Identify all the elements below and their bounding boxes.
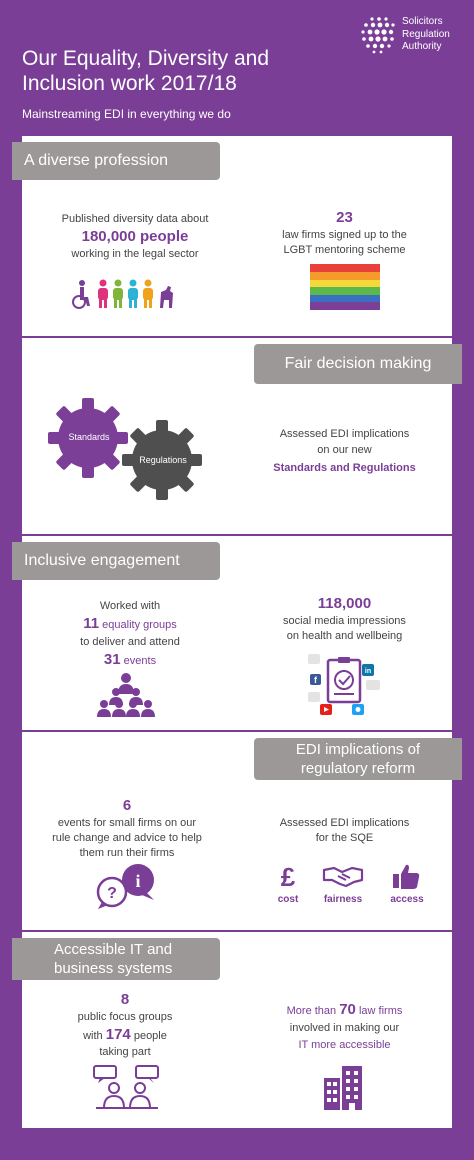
equality-groups-stat: Worked with 11 equality groups to deliver and attend 31 events — [80, 600, 180, 668]
audience-icon — [96, 672, 156, 718]
logo-dots-icon — [360, 16, 398, 54]
label-access: access — [390, 894, 424, 905]
svg-text:i: i — [135, 871, 141, 891]
conversation-icon — [92, 1064, 162, 1110]
tab-inclusive-engagement: Inclusive engagement — [12, 542, 220, 580]
page-subtitle: Mainstreaming EDI in everything we do — [22, 107, 231, 121]
svg-text:in: in — [364, 668, 372, 675]
gear-label-standards: Standards — [68, 432, 110, 442]
gear-label-regulations: Regulations — [139, 455, 187, 465]
page-title: Our Equality, Diversity and Inclusion work 2017/18 — [22, 47, 270, 95]
tab-regulatory-reform: EDI implications of regulatory reform — [254, 738, 462, 780]
standards-regulations-stat: Assessed EDI implications on our new Standards and Regulations — [273, 428, 416, 474]
tab-diverse-profession: A diverse profession — [12, 142, 220, 180]
handshake-icon — [322, 864, 364, 888]
diversity-people-icon — [72, 278, 178, 310]
lgbt-mentoring-stat: 23 law firms signed up to the LGBT mentoring scheme — [282, 209, 407, 256]
svg-text:?: ? — [107, 885, 117, 902]
diversity-data-stat: Published diversity data about 180,000 people working in the legal sector — [61, 213, 209, 260]
sra-logo — [360, 16, 466, 56]
speech-bubble-info-icon — [96, 862, 158, 910]
logo-text: Solicitors Regulation Authority — [402, 16, 450, 52]
svg-text:£: £ — [280, 862, 296, 890]
svg-text:f: f — [314, 675, 317, 685]
label-fairness: fairness — [323, 894, 363, 905]
thumbs-up-icon — [392, 862, 420, 890]
tab-fair-decision-making: Fair decision making — [254, 344, 462, 384]
sqe-stat: Assessed EDI implications for the SQE — [279, 817, 410, 844]
label-cost: cost — [277, 894, 299, 905]
rainbow-flag-icon — [310, 264, 380, 310]
accessible-it-stat: More than 70 law firms involved in making our IT more accessible — [286, 1001, 403, 1051]
social-media-checklist-icon — [306, 652, 382, 718]
social-media-stat: 118,000 social media impressions on health and wellbeing — [283, 595, 406, 642]
building-icon — [322, 1064, 364, 1110]
pound-icon — [276, 862, 300, 890]
small-firms-events-stat: 6 events for small firms on our rule change and advice to help them run their firms — [52, 797, 202, 859]
focus-groups-stat: 8 public focus groups with 174 people taking part — [77, 991, 173, 1058]
tab-accessible-it: Accessible IT and business systems — [12, 938, 220, 980]
gears-icon — [48, 398, 202, 500]
